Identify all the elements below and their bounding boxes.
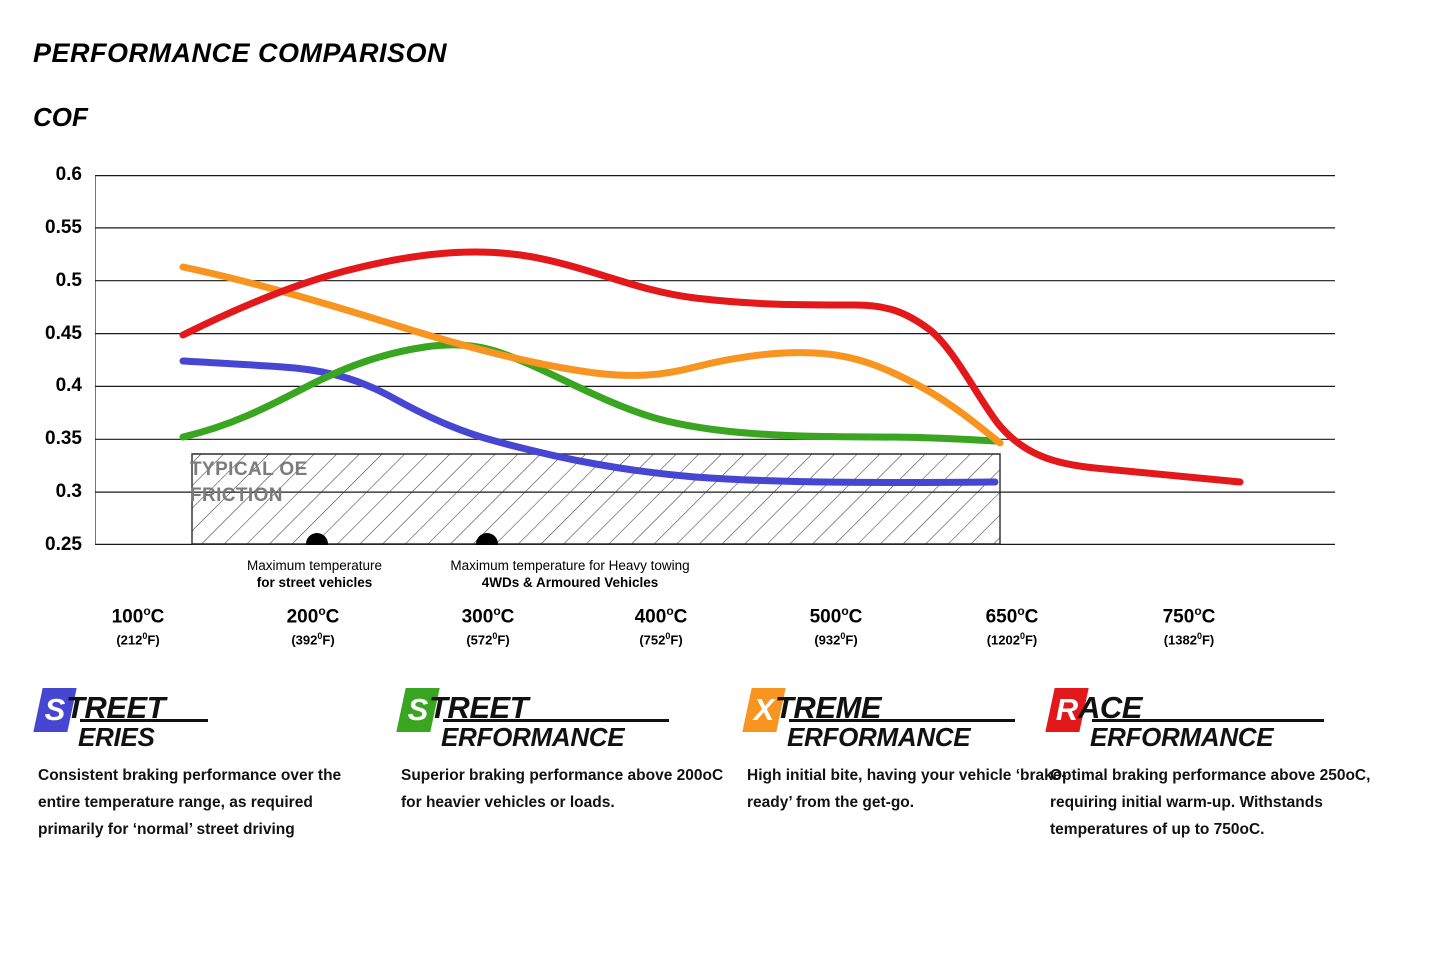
logo-race-performance [1050,686,1385,752]
page-title: PERFORMANCE COMPARISON [33,38,448,68]
annotation-street-line1: Maximum temperature [246,558,383,573]
logo-word-primary: TREME [775,690,881,725]
logo-word-secondary: ERFORMANCE [441,722,625,752]
x-label-500c-temp: 500$^o$C [809,604,863,628]
x-label-200c-temp: 200$^o$C [286,604,340,628]
x-label-650c-temp: 650$^o$C [985,604,1039,628]
annotation-towing-line2: 4WDs & Armoured Vehicles [481,574,659,590]
series-line-xtreme-performance [183,267,1000,443]
y-axis-title: COF [33,102,88,132]
legend-item-street-series [33,686,373,843]
logo-word-primary: TREET [66,690,166,725]
logo-badge-letter: X [753,692,775,727]
series-line-street-performance [183,345,995,441]
y-tick-3: 0.45 [45,322,82,344]
typical-oe-friction-band [192,454,1000,544]
y-tick-4: 0.4 [55,375,82,397]
product-legend [0,686,1445,926]
x-label-300c-temp: 300$^o$C [461,604,515,628]
logo-street-performance [401,686,736,752]
x-label-750c-temp: 750$^o$C [1162,604,1216,628]
y-tick-0: 0.6 [55,164,82,185]
x-label-400c [591,604,731,648]
x-axis-labels [0,604,1445,654]
y-tick-1: 0.55 [45,216,82,238]
x-label-100c-fahrenheit: $(212^0F)$ [116,631,160,648]
legend-item-street-performance [396,686,736,816]
logo-word-primary: TREET [429,690,529,725]
x-label-200c [243,604,383,648]
product-description: Consistent braking performance over the entire temperature range, as required primarily for ‘normal’ street driving [38,767,342,839]
product-description: Superior braking performance above 200oC for heavier vehicles or loads. [401,767,724,812]
x-label-500c-fahrenheit: $(932^0F)$ [814,631,858,648]
logo-word-secondary: ERFORMANCE [1090,722,1274,752]
band-label-line1: TYPICAL OE [190,459,308,480]
annotation-towing-line1: Maximum temperature for Heavy towing [450,558,690,573]
y-tick-5: 0.35 [45,428,82,450]
annotation-street-max-temp [222,558,407,592]
x-label-650c [942,604,1082,648]
x-label-200c-fahrenheit: $(392^0F)$ [291,631,335,648]
y-tick-7: 0.25 [45,534,82,555]
y-tick-2: 0.5 [55,269,82,291]
logo-word-primary: ACE [1078,690,1142,725]
y-tick-6: 0.3 [55,481,82,503]
x-label-100c-temp: 100$^o$C [111,604,165,628]
logo-badge-letter: S [44,692,66,727]
logo-xtreme-performance [747,686,1082,752]
legend-item-xtreme-performance [742,686,1082,816]
logo-word-secondary: ERFORMANCE [787,722,971,752]
band-label-line2: FRICTION [190,485,283,506]
annotation-street-line2: for street vehicles [256,574,373,590]
x-label-100c [68,604,208,648]
x-label-300c-fahrenheit: $(572^0F)$ [466,631,510,648]
legend-item-race-performance [1045,686,1385,843]
x-label-650c-fahrenheit: (1202$^0$F) [986,631,1038,648]
product-description: High initial bite, having your vehicle ‘brake-ready’ from the get-go. [747,767,1067,812]
x-label-400c-fahrenheit: $(752^0F)$ [639,631,683,648]
x-label-400c-temp: 400$^o$C [634,604,688,628]
logo-badge-letter: R [1055,692,1079,727]
x-label-750c-fahrenheit: (1382$^0$F) [1163,631,1215,648]
logo-badge-letter: S [407,692,429,727]
x-label-500c [766,604,906,648]
product-description: Optimal braking performance above 250oC, requiring initial warm-up. Withstands temperatures of up to 750oC. [1050,767,1371,839]
x-label-750c [1119,604,1259,648]
annotation-towing-max-temp [420,558,720,592]
x-label-300c [418,604,558,648]
logo-street-series [38,686,373,752]
y-axis-ticks [0,164,82,555]
logo-word-secondary: ERIES [78,722,155,752]
